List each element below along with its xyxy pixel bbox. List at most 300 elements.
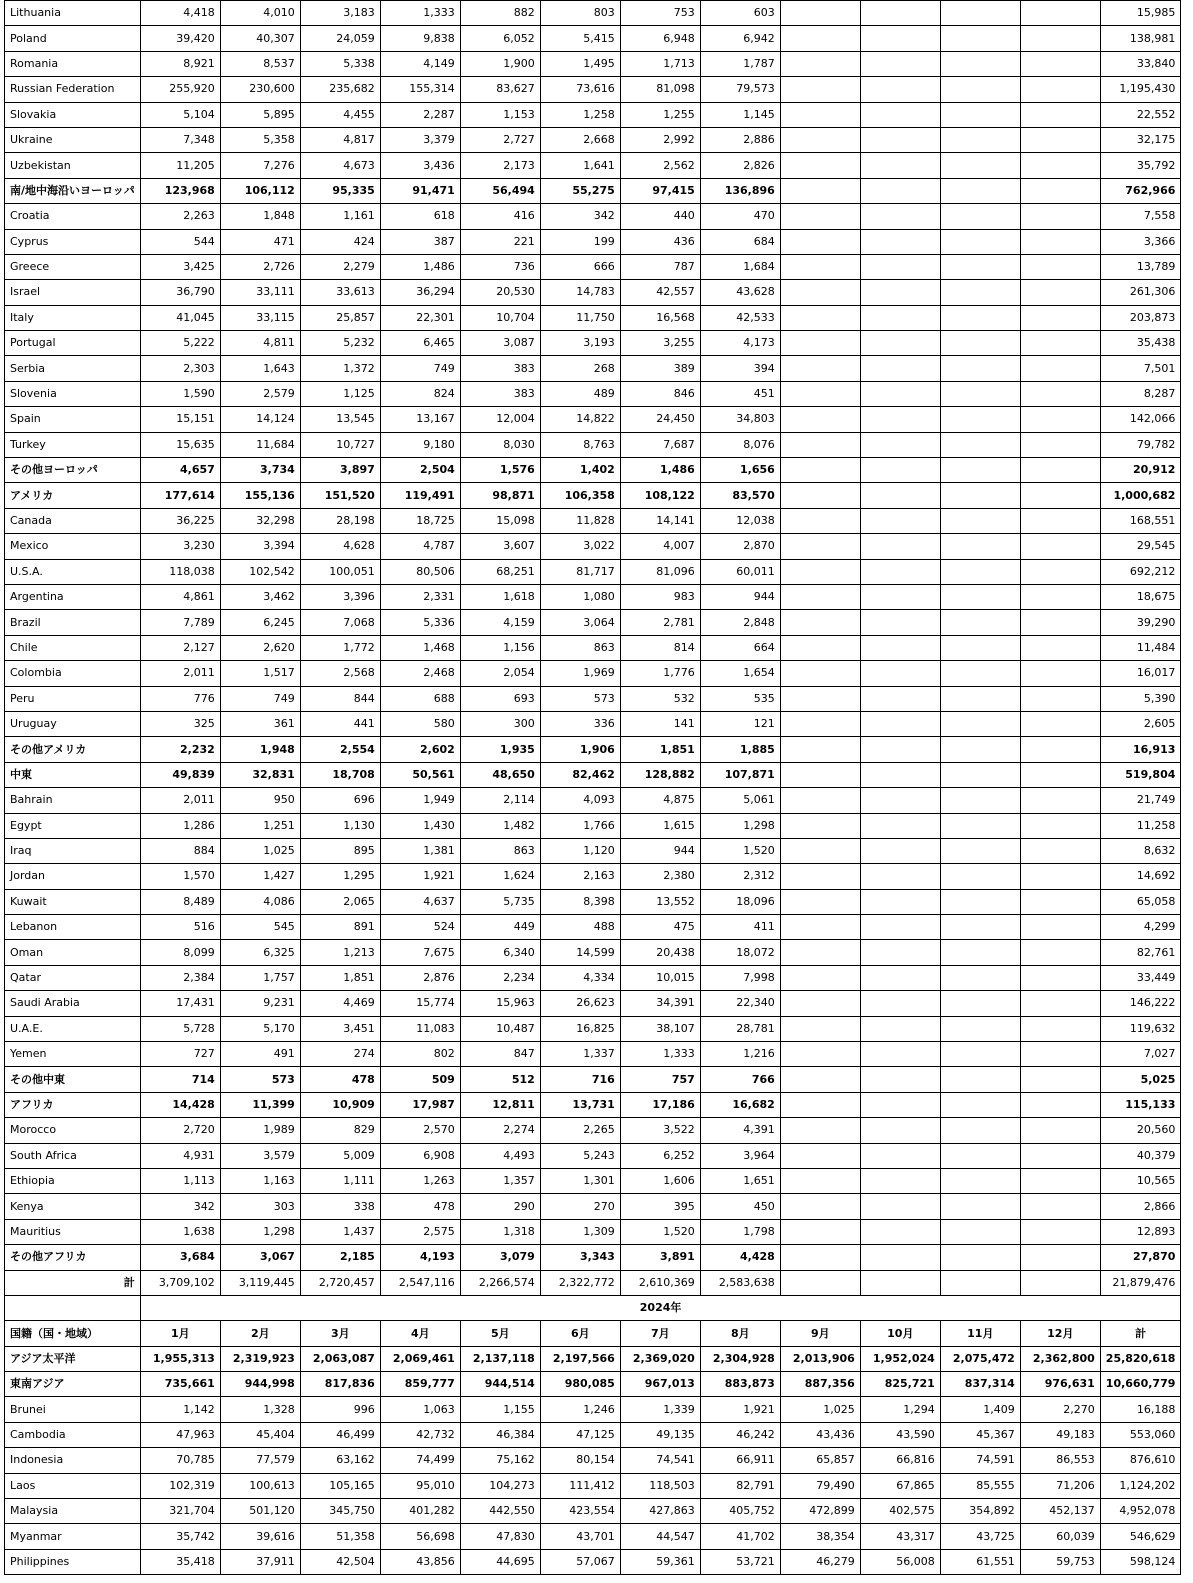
month-value	[780, 127, 860, 152]
month-value: 65,857	[780, 1448, 860, 1473]
row-label: Iraq	[5, 838, 141, 863]
month-value: 512	[460, 1067, 540, 1092]
month-value: 68,251	[460, 559, 540, 584]
month-value: 24,450	[620, 407, 700, 432]
month-value	[940, 1245, 1020, 1270]
row-total: 519,804	[1100, 762, 1181, 787]
month-value: 1,766	[540, 813, 620, 838]
month-value: 8,030	[460, 432, 540, 457]
month-value	[860, 26, 940, 51]
month-value: 270	[540, 1194, 620, 1219]
month-value: 532	[620, 686, 700, 711]
month-value	[940, 661, 1020, 686]
row-total: 203,873	[1100, 305, 1181, 330]
month-value	[780, 1118, 860, 1143]
month-value: 74,591	[940, 1448, 1020, 1473]
month-value	[860, 1245, 940, 1270]
month-value: 4,428	[700, 1245, 780, 1270]
row-total: 5,390	[1100, 686, 1181, 711]
month-value: 32,298	[220, 508, 300, 533]
month-value: 82,791	[700, 1473, 780, 1498]
table-row	[5, 813, 1181, 838]
month-value: 603	[700, 1, 780, 26]
column-header-month: 6月	[540, 1321, 620, 1346]
month-value: 491	[220, 1042, 300, 1067]
month-value: 80,506	[380, 559, 460, 584]
month-value: 573	[220, 1067, 300, 1092]
month-value: 1,606	[620, 1168, 700, 1193]
month-value	[860, 483, 940, 508]
month-value: 1,357	[460, 1168, 540, 1193]
month-value	[860, 965, 940, 990]
month-value: 1,618	[460, 584, 540, 609]
row-total: 11,484	[1100, 635, 1181, 660]
month-value: 727	[140, 1042, 220, 1067]
month-value: 1,772	[300, 635, 380, 660]
month-value: 49,135	[620, 1422, 700, 1447]
row-total: 16,913	[1100, 737, 1181, 762]
month-value	[1020, 889, 1100, 914]
month-value: 60,011	[700, 559, 780, 584]
month-value	[1020, 711, 1100, 736]
month-value	[860, 1092, 940, 1117]
month-value	[940, 331, 1020, 356]
month-value	[860, 102, 940, 127]
month-value: 1,381	[380, 838, 460, 863]
month-value: 2,384	[140, 965, 220, 990]
month-value: 9,231	[220, 991, 300, 1016]
month-value: 4,455	[300, 102, 380, 127]
month-value: 26,623	[540, 991, 620, 1016]
month-value: 2,232	[140, 737, 220, 762]
month-value: 4,469	[300, 991, 380, 1016]
month-value: 3,396	[300, 584, 380, 609]
table-row	[5, 610, 1181, 635]
row-label: Uruguay	[5, 711, 141, 736]
month-value: 2,173	[460, 153, 540, 178]
total-row	[5, 1270, 1181, 1295]
month-value	[940, 102, 1020, 127]
month-value: 5,061	[700, 788, 780, 813]
month-value: 1,145	[700, 102, 780, 127]
table-row	[5, 127, 1181, 152]
month-value	[940, 381, 1020, 406]
month-value: 4,086	[220, 889, 300, 914]
row-label: Argentina	[5, 584, 141, 609]
table-row	[5, 26, 1181, 51]
month-value: 863	[460, 838, 540, 863]
month-total: 3,119,445	[220, 1270, 300, 1295]
month-value: 2,137,118	[460, 1346, 540, 1371]
month-value: 684	[700, 229, 780, 254]
month-value: 1,520	[620, 1219, 700, 1244]
month-value: 2,781	[620, 610, 700, 635]
row-label: Oman	[5, 940, 141, 965]
row-label: Ukraine	[5, 127, 141, 152]
month-value	[940, 686, 1020, 711]
table-row	[5, 1422, 1181, 1447]
month-value: 5,358	[220, 127, 300, 152]
month-value: 38,354	[780, 1524, 860, 1549]
month-value	[940, 432, 1020, 457]
month-value: 4,657	[140, 458, 220, 483]
row-total: 8,632	[1100, 838, 1181, 863]
month-value: 10,487	[460, 1016, 540, 1041]
month-value: 1,333	[620, 1042, 700, 1067]
month-value: 80,154	[540, 1448, 620, 1473]
month-value: 387	[380, 229, 460, 254]
month-value: 4,093	[540, 788, 620, 813]
month-value: 1,520	[700, 838, 780, 863]
month-value: 5,232	[300, 331, 380, 356]
month-value: 5,170	[220, 1016, 300, 1041]
month-value	[1020, 280, 1100, 305]
month-value: 776	[140, 686, 220, 711]
month-value: 6,948	[620, 26, 700, 51]
row-label: Yemen	[5, 1042, 141, 1067]
table-row	[5, 508, 1181, 533]
month-value: 944	[620, 838, 700, 863]
month-value	[780, 1092, 860, 1117]
month-value	[860, 940, 940, 965]
month-value	[1020, 77, 1100, 102]
month-value: 4,007	[620, 534, 700, 559]
month-total: 3,709,102	[140, 1270, 220, 1295]
month-value: 361	[220, 711, 300, 736]
month-value	[940, 559, 1020, 584]
row-total: 35,792	[1100, 153, 1181, 178]
month-value	[860, 432, 940, 457]
month-value	[860, 838, 940, 863]
row-label: Cambodia	[5, 1422, 141, 1447]
month-value: 70,785	[140, 1448, 220, 1473]
row-label: Cyprus	[5, 229, 141, 254]
month-value: 15,963	[460, 991, 540, 1016]
month-value: 2,075,472	[940, 1346, 1020, 1371]
month-value: 882	[460, 1, 540, 26]
month-value: 411	[700, 915, 780, 940]
month-value: 71,206	[1020, 1473, 1100, 1498]
row-total: 13,789	[1100, 254, 1181, 279]
month-total	[940, 1270, 1020, 1295]
month-value	[940, 305, 1020, 330]
month-value	[940, 788, 1020, 813]
month-value: 976,631	[1020, 1372, 1100, 1397]
month-total	[780, 1270, 860, 1295]
table-row	[5, 788, 1181, 813]
month-value: 1,063	[380, 1397, 460, 1422]
month-value: 2,011	[140, 788, 220, 813]
row-total: 598,124	[1100, 1549, 1181, 1574]
month-value	[860, 737, 940, 762]
month-value: 1,906	[540, 737, 620, 762]
month-value	[1020, 915, 1100, 940]
month-value: 825,721	[860, 1372, 940, 1397]
month-value: 1,482	[460, 813, 540, 838]
month-value: 1,156	[460, 635, 540, 660]
month-value	[780, 889, 860, 914]
month-value	[1020, 635, 1100, 660]
month-value: 4,010	[220, 1, 300, 26]
month-value: 67,865	[860, 1473, 940, 1498]
month-value: 57,067	[540, 1549, 620, 1574]
month-value: 1,258	[540, 102, 620, 127]
month-value	[780, 26, 860, 51]
month-value: 1,713	[620, 51, 700, 76]
month-value	[780, 864, 860, 889]
month-value	[860, 127, 940, 152]
table-row	[5, 864, 1181, 889]
row-total: 29,545	[1100, 534, 1181, 559]
month-value: 1,111	[300, 1168, 380, 1193]
month-value: 1,684	[700, 254, 780, 279]
month-value: 1,309	[540, 1219, 620, 1244]
month-value: 2,287	[380, 102, 460, 127]
month-value: 2,279	[300, 254, 380, 279]
month-value: 66,911	[700, 1448, 780, 1473]
month-value: 3,067	[220, 1245, 300, 1270]
month-value: 891	[300, 915, 380, 940]
month-value: 91,471	[380, 178, 460, 203]
month-value	[940, 458, 1020, 483]
month-value: 1,255	[620, 102, 700, 127]
row-total: 7,027	[1100, 1042, 1181, 1067]
row-label: Qatar	[5, 965, 141, 990]
month-value: 28,198	[300, 508, 380, 533]
month-value	[860, 51, 940, 76]
month-value: 121	[700, 711, 780, 736]
month-value: 47,125	[540, 1422, 620, 1447]
month-value: 1,155	[460, 1397, 540, 1422]
month-value	[780, 788, 860, 813]
month-value: 3,964	[700, 1143, 780, 1168]
row-total: 4,952,078	[1100, 1499, 1181, 1524]
month-value: 4,159	[460, 610, 540, 635]
month-value	[940, 915, 1020, 940]
row-label: Uzbekistan	[5, 153, 141, 178]
month-value: 1,517	[220, 661, 300, 686]
month-value: 2,013,906	[780, 1346, 860, 1371]
row-label: アフリカ	[5, 1092, 141, 1117]
month-value	[1020, 991, 1100, 1016]
month-value: 44,547	[620, 1524, 700, 1549]
row-label: South Africa	[5, 1143, 141, 1168]
month-value: 42,732	[380, 1422, 460, 1447]
month-value: 102,319	[140, 1473, 220, 1498]
month-value: 9,838	[380, 26, 460, 51]
month-value: 996	[300, 1397, 380, 1422]
month-value: 33,613	[300, 280, 380, 305]
month-value: 2,063,087	[300, 1346, 380, 1371]
month-value	[860, 661, 940, 686]
table-row	[5, 204, 1181, 229]
month-value: 11,205	[140, 153, 220, 178]
month-value: 104,273	[460, 1473, 540, 1498]
month-value	[860, 610, 940, 635]
month-value: 1,969	[540, 661, 620, 686]
month-value: 177,614	[140, 483, 220, 508]
month-value: 342	[140, 1194, 220, 1219]
month-value: 2,011	[140, 661, 220, 686]
month-value	[1020, 661, 1100, 686]
month-value: 56,698	[380, 1524, 460, 1549]
month-value: 4,637	[380, 889, 460, 914]
month-value: 5,243	[540, 1143, 620, 1168]
month-value: 1,263	[380, 1168, 460, 1193]
column-header-month: 7月	[620, 1321, 700, 1346]
month-value	[860, 204, 940, 229]
month-value	[780, 559, 860, 584]
month-total	[860, 1270, 940, 1295]
month-value: 10,704	[460, 305, 540, 330]
month-value: 5,104	[140, 102, 220, 127]
row-label: Chile	[5, 635, 141, 660]
month-value	[860, 559, 940, 584]
month-value: 2,886	[700, 127, 780, 152]
month-value: 394	[700, 356, 780, 381]
month-value: 2,312	[700, 864, 780, 889]
month-value	[860, 889, 940, 914]
month-value: 5,336	[380, 610, 460, 635]
month-value: 8,489	[140, 889, 220, 914]
row-total: 1,195,430	[1100, 77, 1181, 102]
month-value	[780, 1042, 860, 1067]
month-value: 342	[540, 204, 620, 229]
month-value: 1,372	[300, 356, 380, 381]
month-value: 35,418	[140, 1549, 220, 1574]
month-value	[1020, 432, 1100, 457]
month-value	[780, 229, 860, 254]
month-value: 15,098	[460, 508, 540, 533]
month-value: 8,099	[140, 940, 220, 965]
month-value: 383	[460, 381, 540, 406]
month-value: 1,430	[380, 813, 460, 838]
month-value: 944,998	[220, 1372, 300, 1397]
month-value: 1,301	[540, 1168, 620, 1193]
month-value	[860, 280, 940, 305]
row-total: 692,212	[1100, 559, 1181, 584]
month-value: 7,276	[220, 153, 300, 178]
month-value: 4,817	[300, 127, 380, 152]
table-row	[5, 661, 1181, 686]
month-value: 221	[460, 229, 540, 254]
month-value	[780, 280, 860, 305]
month-value: 3,379	[380, 127, 460, 152]
month-value: 2,720	[140, 1118, 220, 1143]
month-value: 488	[540, 915, 620, 940]
month-value: 452,137	[1020, 1499, 1100, 1524]
month-value: 4,875	[620, 788, 700, 813]
month-value: 12,004	[460, 407, 540, 432]
row-total: 138,981	[1100, 26, 1181, 51]
month-value: 14,141	[620, 508, 700, 533]
month-value: 967,013	[620, 1372, 700, 1397]
month-value: 416	[460, 204, 540, 229]
row-label: 南/地中海沿いヨーロッパ	[5, 178, 141, 203]
month-value: 141	[620, 711, 700, 736]
month-value: 6,325	[220, 940, 300, 965]
row-label: Turkey	[5, 432, 141, 457]
table-row	[5, 254, 1181, 279]
month-value: 155,314	[380, 77, 460, 102]
month-value: 1,638	[140, 1219, 220, 1244]
month-value: 1,427	[220, 864, 300, 889]
month-value: 1,437	[300, 1219, 380, 1244]
column-header-month: 2月	[220, 1321, 300, 1346]
month-value	[860, 711, 940, 736]
month-value	[860, 254, 940, 279]
month-value	[860, 991, 940, 1016]
row-total: 119,632	[1100, 1016, 1181, 1041]
month-value: 2,668	[540, 127, 620, 152]
month-value: 44,695	[460, 1549, 540, 1574]
month-value	[1020, 686, 1100, 711]
month-value: 15,151	[140, 407, 220, 432]
month-value: 847	[460, 1042, 540, 1067]
month-value	[940, 1016, 1020, 1041]
month-value	[940, 838, 1020, 863]
month-value	[860, 1067, 940, 1092]
month-value	[860, 686, 940, 711]
month-value: 13,731	[540, 1092, 620, 1117]
month-value	[1020, 584, 1100, 609]
row-label: Laos	[5, 1473, 141, 1498]
month-value: 4,493	[460, 1143, 540, 1168]
month-value: 13,545	[300, 407, 380, 432]
month-value: 6,465	[380, 331, 460, 356]
month-value: 2,380	[620, 864, 700, 889]
table-row	[5, 1168, 1181, 1193]
month-value: 3,230	[140, 534, 220, 559]
month-value: 12,811	[460, 1092, 540, 1117]
row-total: 10,565	[1100, 1168, 1181, 1193]
month-value: 1,948	[220, 737, 300, 762]
month-value	[1020, 229, 1100, 254]
month-value	[860, 178, 940, 203]
month-value: 66,816	[860, 1448, 940, 1473]
month-value: 3,522	[620, 1118, 700, 1143]
month-value	[1020, 534, 1100, 559]
month-value: 944,514	[460, 1372, 540, 1397]
row-total: 20,560	[1100, 1118, 1181, 1143]
month-value: 1,125	[300, 381, 380, 406]
month-value: 235,682	[300, 77, 380, 102]
month-value: 449	[460, 915, 540, 940]
month-value: 6,908	[380, 1143, 460, 1168]
table-row	[5, 635, 1181, 660]
row-total: 22,552	[1100, 102, 1181, 127]
column-header-month: 5月	[460, 1321, 540, 1346]
month-value	[940, 1067, 1020, 1092]
table-row	[5, 915, 1181, 940]
month-value: 580	[380, 711, 460, 736]
month-value: 716	[540, 1067, 620, 1092]
month-value: 1,080	[540, 584, 620, 609]
month-value: 7,789	[140, 610, 220, 635]
month-value: 354,892	[940, 1499, 1020, 1524]
row-total: 762,966	[1100, 178, 1181, 203]
month-value: 111,412	[540, 1473, 620, 1498]
year-row-blank	[5, 1295, 141, 1320]
row-label: Brunei	[5, 1397, 141, 1422]
month-value: 11,399	[220, 1092, 300, 1117]
month-value: 106,112	[220, 178, 300, 203]
month-value: 11,083	[380, 1016, 460, 1041]
row-total: 82,761	[1100, 940, 1181, 965]
month-value	[780, 102, 860, 127]
table-row	[5, 280, 1181, 305]
month-value: 1,615	[620, 813, 700, 838]
